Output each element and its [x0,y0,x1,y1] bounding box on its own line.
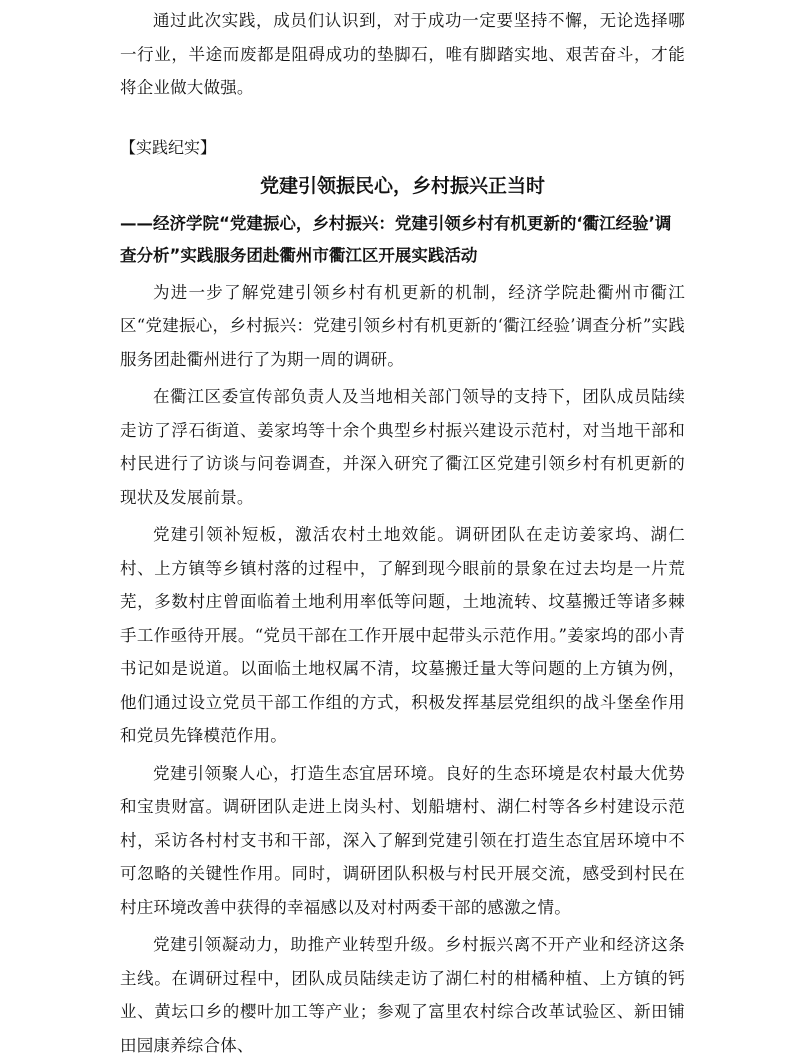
intro-paragraph: 通过此次实践，成员们认识到，对于成功一定要坚持不懈，无论选择哪一行业，半途而废都是阻碍成功的垫脚石，唯有脚踏实地、艰苦奋斗，才能将企业做大做强。 [120,4,685,105]
body-paragraph: 党建引领凝动力，助推产业转型升级。乡村振兴离不开产业和经济这条主线。在调研过程中，团队成员陆续走访了湖仁村的柑橘种植、上方镇的钙业、黄坛口乡的樱叶加工等产业；参观了富里农村综合改革试验区、新田铺田园康养综合体、 [120,928,685,1062]
article-subtitle: ——经济学院“党建振心，乡村振兴：党建引领乡村有机更新的‘衢江经验’调查分析”实践服务团赴衢州市衢江区开展实践活动 [120,208,685,272]
document-page [120,0,685,1062]
body-paragraph: 在衢江区委宣传部负责人及当地相关部门领导的支持下，团队成员陆续走访了浮石街道、姜家坞等十余个典型乡村振兴建设示范村，对当地干部和村民进行了访谈与问卷调查，并深入研究了衢江区党建引领乡村有机更新的现状及发展前景。 [120,380,685,514]
body-paragraph: 党建引领聚人心，打造生态宜居环境。良好的生态环境是农村最大优势和宝贵财富。调研团队走进上岗头村、划船塘村、湖仁村等各乡村建设示范村，采访各村村支书和干部，深入了解到党建引领在打造生态宜居环境中不可忽略的关键性作用。同时，调研团队积极与村民开展交流，感受到村民在村庄环境改善中获得的幸福感以及对村两委干部的感激之情。 [120,757,685,925]
article-body [120,276,685,1062]
section-tag: 【实践纪实】 [120,131,685,164]
body-paragraph: 为进一步了解党建引领乡村有机更新的机制，经济学院赴衢州市衢江区“党建振心，乡村振兴：党建引领乡村有机更新的‘衢江经验’调查分析”实践服务团赴衢州进行了为期一周的调研。 [120,276,685,377]
body-paragraph: 党建引领补短板，激活农村土地效能。调研团队在走访姜家坞、湖仁村、上方镇等乡镇村落的过程中，了解到现今眼前的景象在过去均是一片荒芜，多数村庄曾面临着土地利用率低等问题，土地流转、坟墓搬迁等诸多棘手工作亟待开展。“党员干部在工作开展中起带头示范作用。”姜家坞的邵小青书记如是说道。以面临土地权属不清，坟墓搬迁量大等问题的上方镇为例，他们通过设立党员干部工作组的方式，积极发挥基层党组织的战斗堡垒作用和党员先锋模范作用。 [120,518,685,753]
article-title: 党建引领振民心，乡村振兴正当时 [120,168,685,204]
